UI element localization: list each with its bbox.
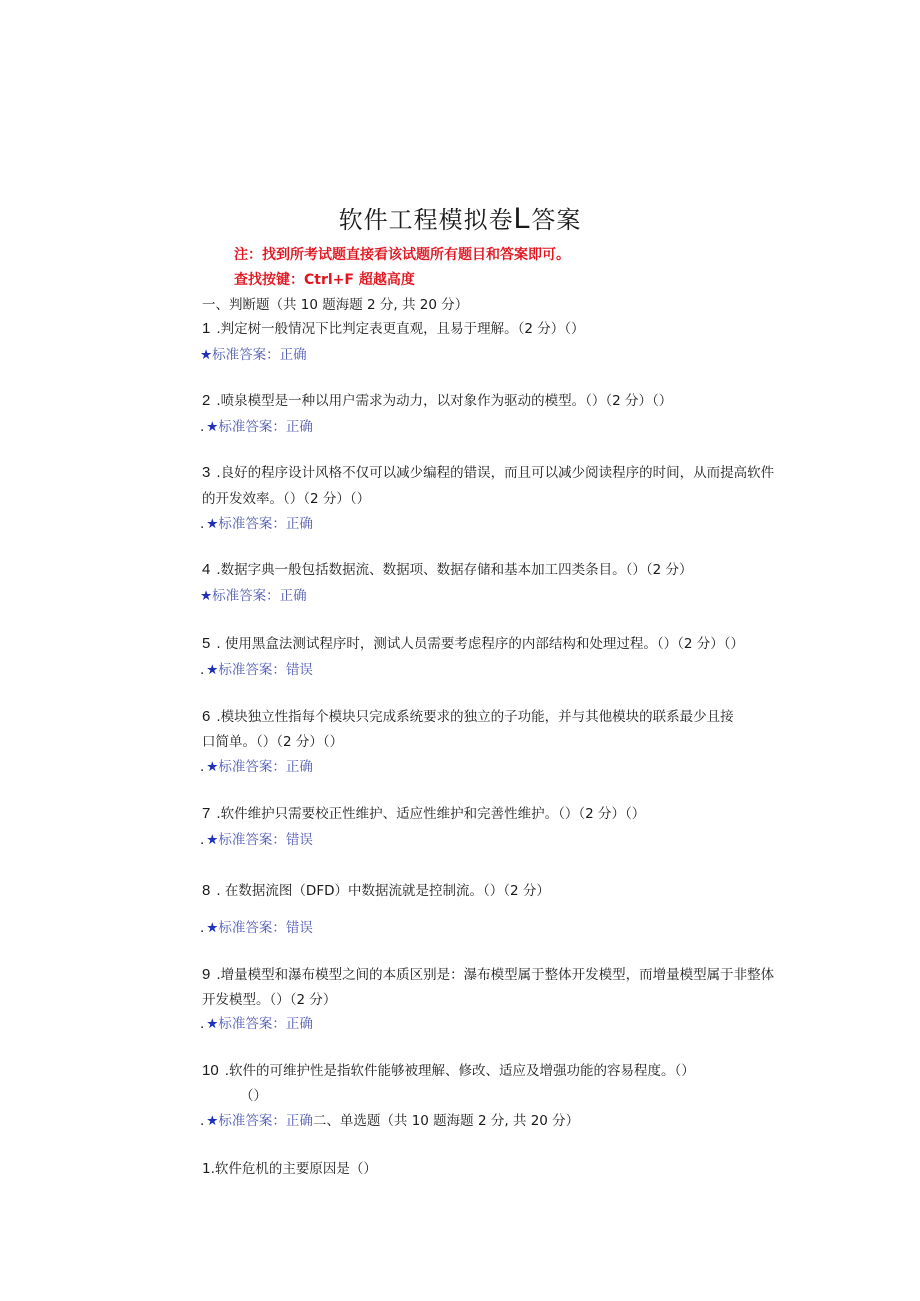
answer-prefix: 标准答案： — [218, 832, 286, 848]
question-6 — [202, 705, 734, 725]
answer-dot: . — [200, 832, 205, 848]
question-9-continued: 开发模型。（）（2 分） — [202, 992, 337, 1008]
answer-value: 正确 — [285, 1113, 313, 1129]
section-header-true-false: 一、判断题（共 10 题海题 2 分, 共 20 分） — [202, 297, 469, 313]
question-text: .模块独立性指每个模块只完成系统要求的独立的子功能，并与其他模块的联系最少且接 — [216, 709, 734, 725]
question-10 — [202, 1059, 695, 1079]
answer-8 — [200, 916, 313, 936]
question-text: .良好的程序设计风格不仅可以减少编程的错误，而且可以减少阅读程序的时间，从而提高软件 — [216, 465, 775, 481]
section-header-single-choice: 二、单选题（共 10 题海题 2 分, 共 20 分） — [312, 1113, 580, 1129]
answer-dot: . — [200, 516, 205, 532]
question-number: 7 — [202, 805, 211, 822]
question-5 — [202, 632, 744, 652]
answer-dot: . — [200, 662, 205, 678]
answer-prefix: 标准答案： — [218, 516, 286, 532]
answer-prefix: 标准答案： — [218, 920, 286, 936]
star-icon: ★ — [206, 1113, 219, 1129]
answer-value: 错误 — [285, 662, 313, 678]
answer-3 — [200, 512, 313, 532]
question-number: 1 — [202, 320, 211, 337]
answer-prefix: 标准答案： — [218, 759, 286, 775]
question-number: 3 — [202, 464, 211, 481]
answer-value: 正确 — [279, 347, 307, 363]
answer-dot: . — [200, 1113, 205, 1129]
star-icon: ★ — [206, 759, 219, 775]
answer-dot: . — [200, 759, 205, 775]
note-line-2: 查找按键：Ctrl+F 超越高度 — [234, 272, 415, 288]
answer-value: 正确 — [285, 759, 313, 775]
question-10-continued: （） — [240, 1088, 267, 1104]
question-number: 4 — [202, 561, 211, 578]
question-7 — [202, 802, 645, 822]
question-text: . 使用黑盒法测试程序时，测试人员需要考虑程序的内部结构和处理过程。（）（2 分）（） — [216, 636, 745, 652]
question-9 — [202, 963, 774, 983]
question-text: .软件的可维护性是指软件能够被理解、修改、适应及增强功能的容易程度。（） — [224, 1063, 695, 1079]
note-line-1: 注：找到所考试题直接看该试题所有题目和答案即可。 — [234, 247, 570, 263]
answer-prefix: 标准答案： — [218, 662, 286, 678]
star-icon: ★ — [206, 832, 219, 848]
question-3-continued: 的开发效率。（）（2 分）（） — [202, 491, 371, 507]
star-icon: ★ — [206, 920, 219, 936]
star-icon: ★ — [206, 516, 219, 532]
title-suffix: 答案 — [531, 206, 582, 234]
question-number: 9 — [202, 966, 211, 983]
answer-value: 错误 — [285, 832, 313, 848]
answer-dot: . — [200, 419, 205, 435]
answer-2 — [200, 415, 313, 435]
question-3 — [202, 461, 774, 481]
question-8 — [202, 879, 550, 899]
title-main: 软件工程模拟卷 — [338, 206, 514, 234]
answer-9 — [200, 1012, 313, 1032]
answer-dot: . — [200, 1016, 205, 1032]
question-text: . 在数据流图（DFD）中数据流就是控制流。（）（2 分） — [216, 883, 550, 899]
question-text: .喷泉模型是一种以用户需求为动力，以对象作为驱动的模型。（）（2 分）（） — [216, 393, 673, 409]
question-text: .软件维护只需要校正性维护、适应性维护和完善性维护。（）（2 分）（） — [216, 806, 646, 822]
answer-7 — [200, 828, 313, 848]
question-number: 6 — [202, 708, 211, 725]
star-icon: ★ — [206, 662, 219, 678]
answer-value: 正确 — [285, 516, 313, 532]
answer-prefix: 标准答案： — [212, 347, 280, 363]
question-number: 5 — [202, 635, 211, 652]
question-4 — [202, 558, 693, 578]
star-icon: ★ — [200, 347, 213, 363]
question-6-continued: 口简单。（）（2 分）（） — [202, 734, 344, 750]
answer-1 — [200, 343, 307, 363]
answer-4 — [200, 584, 307, 604]
answer-5 — [200, 658, 313, 678]
answer-prefix: 标准答案： — [218, 1016, 286, 1032]
question-text: .增量模型和瀑布模型之间的本质区别是：瀑布模型属于整体开发模型，而增量模型属于非整体 — [216, 967, 775, 983]
answer-value: 错误 — [285, 920, 313, 936]
star-icon: ★ — [200, 588, 213, 604]
answer-value: 正确 — [285, 1016, 313, 1032]
question-number: 2 — [202, 392, 211, 409]
question-text: .判定树一般情况下比判定表更直观，且易于理解。（2 分）（） — [216, 321, 585, 337]
star-icon: ★ — [206, 1016, 219, 1032]
question-number: 10 — [202, 1062, 219, 1079]
answer-value: 正确 — [285, 419, 313, 435]
answer-prefix: 标准答案： — [218, 419, 286, 435]
star-icon: ★ — [206, 419, 219, 435]
answer-prefix: 标准答案： — [218, 1113, 286, 1129]
question-number: 8 — [202, 882, 211, 899]
single-choice-question-1: 1.软件危机的主要原因是（） — [202, 1161, 377, 1177]
answer-dot: . — [200, 920, 205, 936]
answer-value: 正确 — [279, 588, 307, 604]
answer-6 — [200, 755, 313, 775]
question-2 — [202, 389, 672, 409]
question-1 — [202, 317, 585, 337]
title-letter: L — [513, 202, 532, 235]
answer-prefix: 标准答案： — [212, 588, 280, 604]
question-text: .数据字典一般包括数据流、数据项、数据存储和基本加工四类条目。（）（2 分） — [216, 562, 693, 578]
page-title — [0, 200, 920, 236]
answer-10 — [200, 1109, 579, 1129]
